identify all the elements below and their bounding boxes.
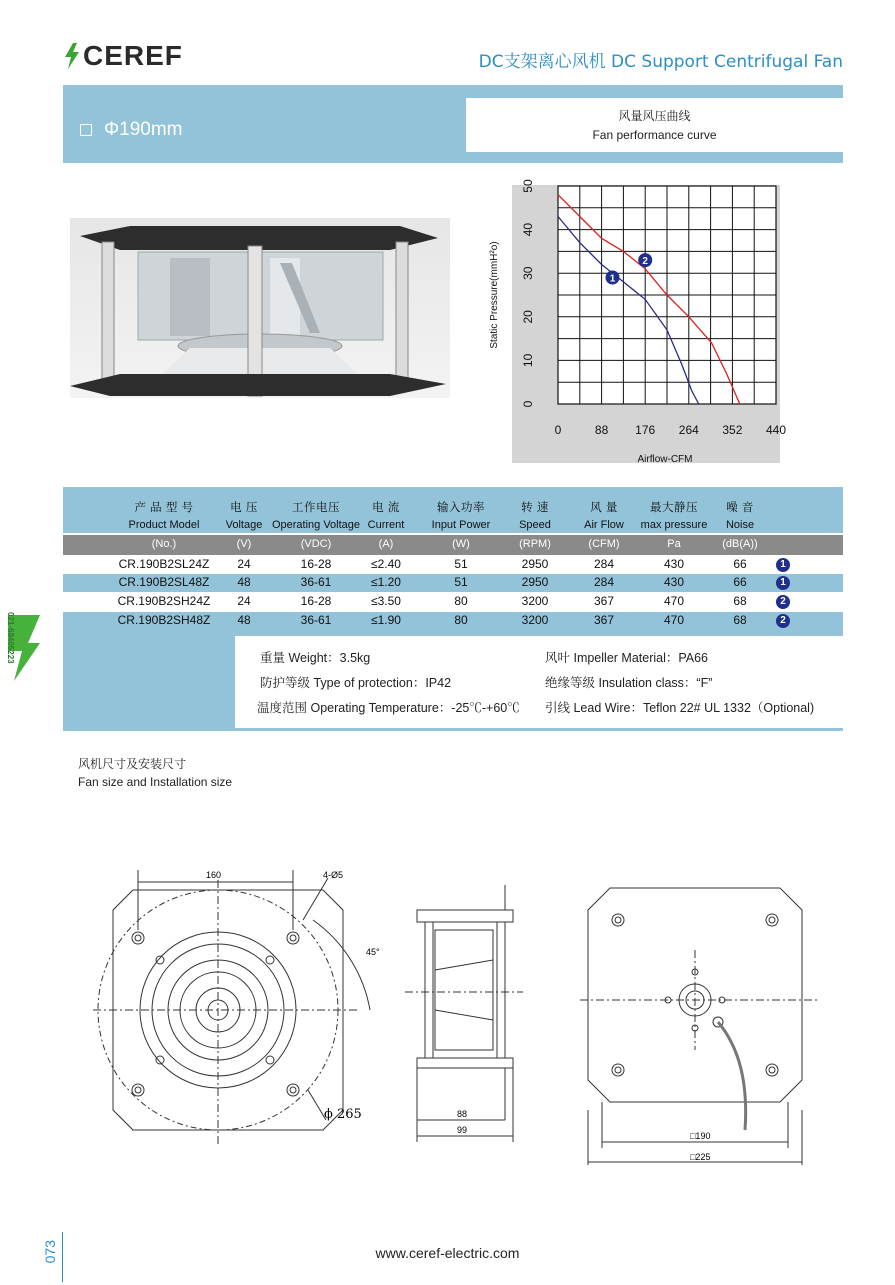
table-cell: 24 [237,594,251,608]
table-cell: 2950 [521,575,549,589]
curve-badge-icon: 2 [776,614,790,628]
series-label: 1 [609,273,616,285]
table-header-cn: 输入功率 [437,502,485,514]
brand-logo [63,40,183,72]
section-title-en: Fan size and Installation size [78,775,233,789]
table-header-en: Product Model [128,519,200,531]
y-tick-label: 10 [521,353,535,368]
table-unit: (CFM) [588,538,620,550]
table-cell: 3200 [521,613,549,627]
size-label: Φ190mm [104,119,183,140]
table-cell: 3200 [521,594,549,608]
table-cell: 80 [454,613,468,627]
x-tick-label: 352 [722,423,743,437]
table-cell: 470 [663,613,685,627]
table-unit: (V) [236,538,252,550]
table-cell: ≤1.90 [371,613,401,627]
table-cell: 24 [237,557,251,571]
table-cell: 68 [733,613,747,627]
table-unit: (VDC) [300,538,332,550]
table-header-en: Current [367,519,405,531]
table-header-en: max pressure [640,519,708,531]
table-header-cn: 风 量 [590,502,618,514]
side-phone: 021-68405223 [6,612,15,664]
performance-chart-svg [480,180,800,470]
x-tick-label: 264 [678,423,699,437]
table-cell: 51 [454,557,468,571]
table-header-en: Operating Voltage [271,519,361,531]
props-box [235,636,843,731]
x-tick-label: 0 [554,423,562,437]
x-axis-label: Airflow-CFM [637,454,693,465]
table-header-cn: 电 压 [230,502,258,514]
dim-190-label: □190 [690,1131,711,1141]
table-cell: 16-28 [300,594,332,608]
table-cell: 48 [237,575,251,589]
table-cell: 367 [593,594,615,608]
table-header-en: Air Flow [584,519,624,531]
side-view-drawing [405,880,525,1150]
table-header-cn: 转 速 [521,502,549,514]
fan-illustration [70,218,450,398]
table-cell: 66 [733,575,747,589]
table-header-en: Voltage [225,519,263,531]
table-cell: CR.190B2SH24Z [117,594,211,608]
y-tick-label: 40 [521,222,535,237]
curve-title-en: Fan performance curve [592,128,717,142]
installation-section-title [78,755,232,791]
document-title: DC支架离心风机 DC Support Centrifugal Fan [478,52,843,72]
table-unit: (dB(A)) [722,538,758,550]
curve-badge-icon: 1 [776,576,790,590]
curve-badge-icon: 1 [776,558,790,572]
table-cell: 36-61 [300,613,332,627]
series-label: 2 [642,256,648,268]
table-cell: 66 [733,557,747,571]
performance-chart [480,180,800,470]
table-header-en: Noise [725,519,755,531]
holes-label: 4-Ø5 [323,870,344,880]
table-unit: Pa [667,538,681,550]
table-header-cn: 噪 音 [726,502,754,514]
dim-99-label: 99 [457,1125,468,1135]
size-label-group [80,119,183,141]
table-cell: 16-28 [300,557,332,571]
curve-badge-icon: 2 [776,595,790,609]
logo-text: CEREF [83,40,183,71]
props-strip [63,636,235,731]
table-cell: 367 [593,613,615,627]
prop-weight: 重量 Weight：3.5kg [260,651,371,665]
table-cell: 284 [593,575,615,589]
x-tick-label: 88 [594,423,609,437]
dia-265-label: ϕ 265 [324,1107,362,1122]
table-cell: ≤2.40 [371,557,401,571]
table-unit: (RPM) [519,538,551,550]
dim-88-label: 88 [457,1109,468,1119]
prop-temperature: 温度范围 Operating Temperature：-25℃-+60℃ [257,701,520,715]
y-tick-label: 30 [521,266,535,280]
table-cell: CR.190B2SL48Z [118,575,210,589]
table-cell: 68 [733,594,747,608]
product-photo [70,218,450,398]
table-cell: 80 [454,594,468,608]
prop-protection: 防护等级 Type of protection：IP42 [260,676,452,690]
y-tick-label: 0 [521,400,535,408]
table-unit: (W) [452,538,470,550]
page-number: 073 [42,1240,58,1264]
table-header-cn: 最大静压 [650,502,698,514]
table-cell: 2950 [521,557,549,571]
x-tick-label: 440 [765,423,787,437]
curve-title-box [466,98,843,152]
table-cell: CR.190B2SL24Z [118,557,210,571]
section-title-cn: 风机尺寸及安装尺寸 [78,757,187,771]
checkbox-square-icon [80,124,92,136]
y-tick-label: 50 [521,179,535,193]
front-view-drawing [78,860,378,1160]
table-cell: 36-61 [300,575,332,589]
lightning-logo-icon [63,43,81,69]
prop-impeller: 风叶 Impeller Material：PA66 [545,651,709,665]
rear-view-drawing [580,880,820,1170]
curve-title-cn: 风量风压曲线 [618,109,691,123]
table-cell: ≤3.50 [371,594,401,608]
y-axis-label: Static Pressure(mmH²o) [489,241,500,349]
prop-lead-wire: 引线 Lead Wire：Teflon 22# UL 1332（Optional) [545,701,815,715]
table-cell: 51 [454,575,468,589]
table-header-cn: 产 品 型 号 [134,502,194,514]
table-cell: ≤1.20 [371,575,401,589]
table-header-en: Speed [519,519,551,531]
table-cell: 430 [663,575,685,589]
table-header-cn: 电 流 [372,502,400,514]
dim-160-label: 160 [206,870,222,880]
table-header-cn: 工作电压 [292,502,340,514]
angle-label: 45° [366,947,380,957]
table-cell: 470 [663,594,685,608]
table-cell: 48 [237,613,251,627]
table-cell: 430 [663,557,685,571]
table-header-en: Input Power [431,519,491,531]
prop-insulation: 绝缘等级 Insulation class：“F” [545,676,713,690]
footer-url: www.ceref-electric.com [375,1245,520,1261]
x-tick-label: 176 [635,423,656,437]
table-cell: 284 [593,557,615,571]
table-unit: (No.) [151,538,177,550]
table-cell: CR.190B2SH48Z [117,613,211,627]
dim-225-label: □225 [690,1152,711,1162]
table-unit: (A) [378,538,394,550]
y-tick-label: 20 [521,310,535,324]
